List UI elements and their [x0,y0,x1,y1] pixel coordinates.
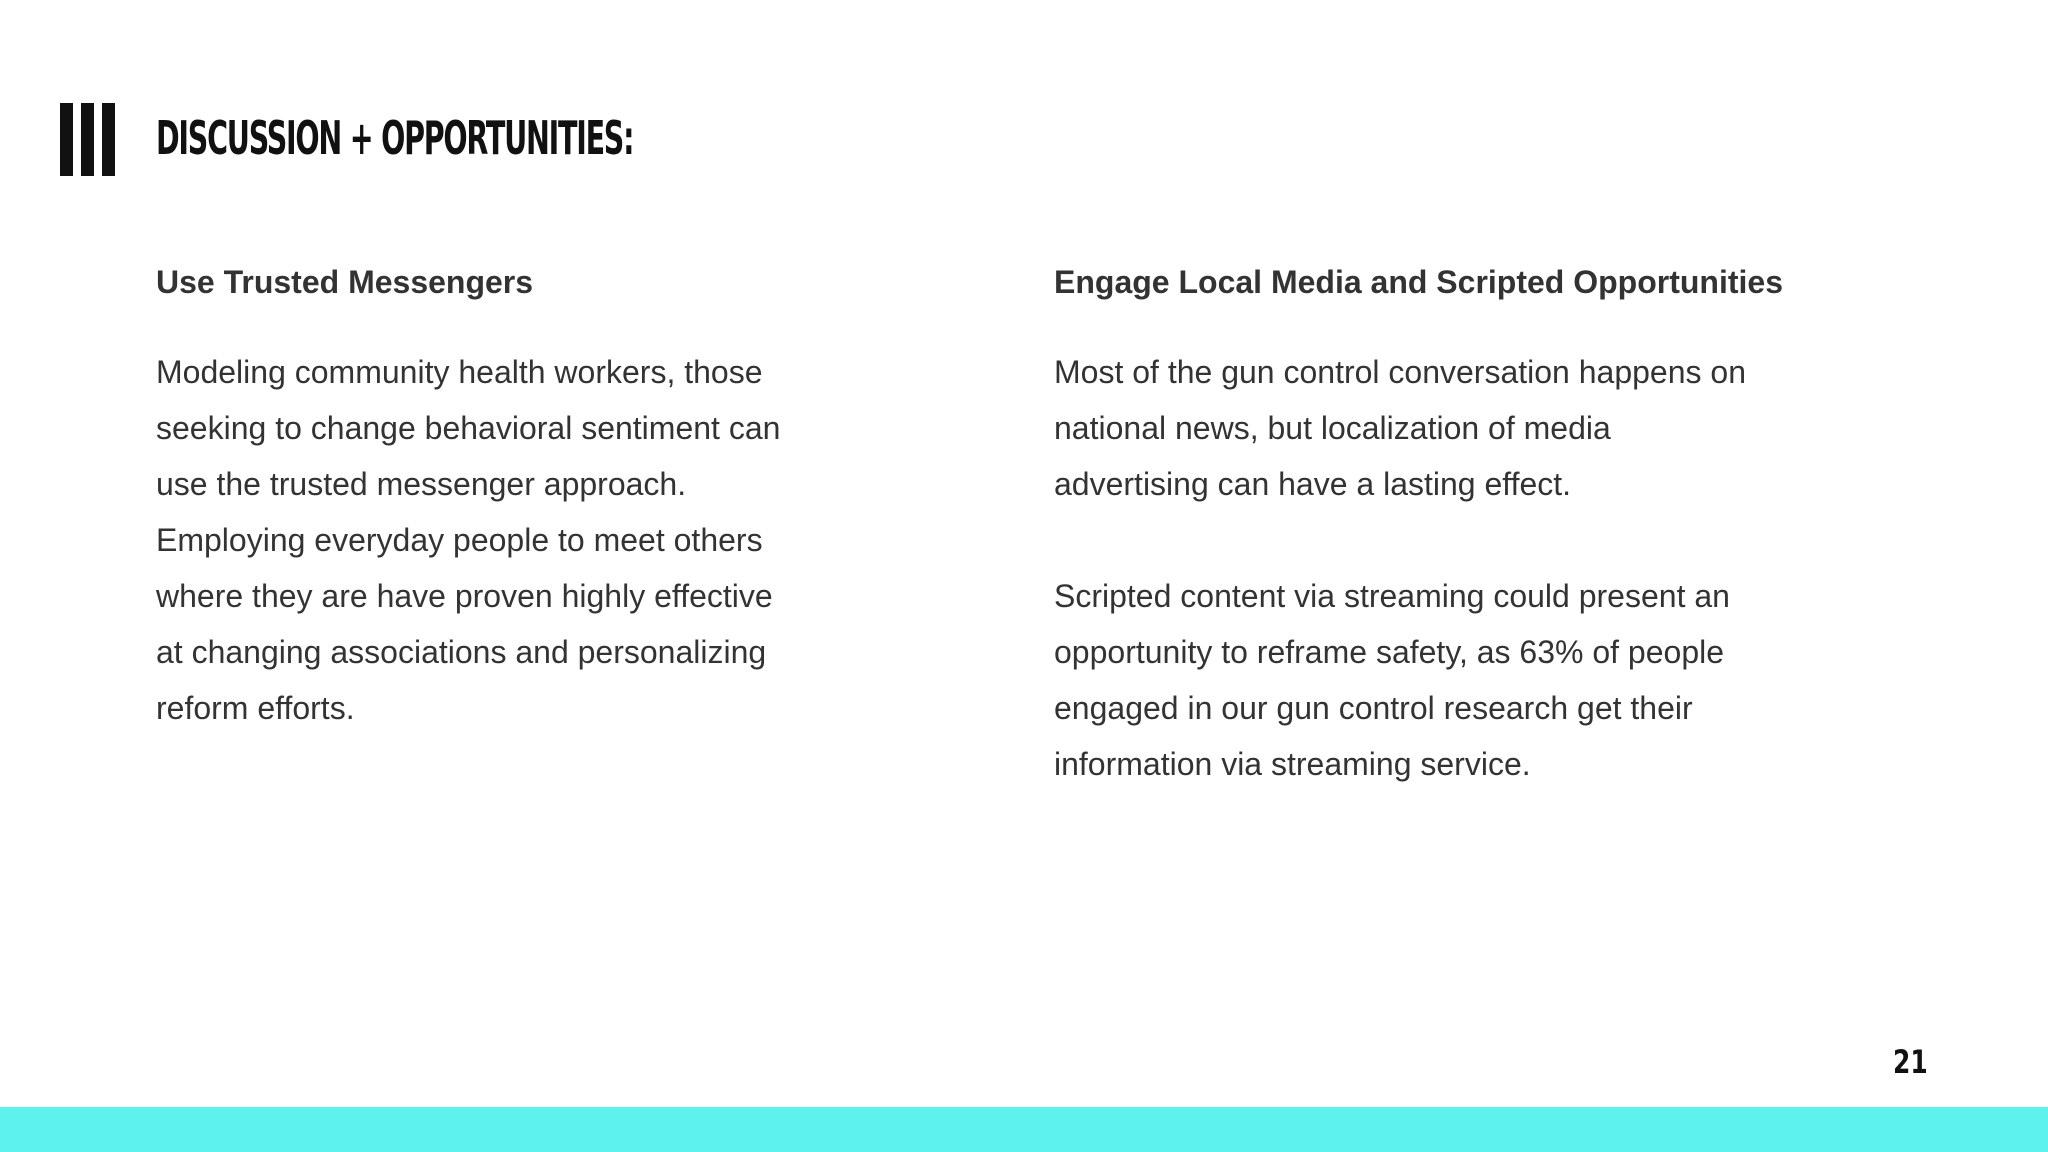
paragraph-line: advertising can have a lasting effect. [1054,466,1572,502]
left-column [156,258,886,736]
paragraph-gap [1054,512,1854,568]
paragraph-line: seeking to change behavioral sentiment can [156,410,781,446]
paragraph-line: Most of the gun control conversation happens on [1054,354,1746,390]
paragraph-line: Modeling community health workers, those [156,354,763,390]
left-column-heading: Use Trusted Messengers [156,264,534,300]
left-column-paragraph [156,344,886,736]
bar-2 [81,103,94,176]
paragraph-line: at changing associations and personalizing [156,634,767,670]
right-column-paragraph-1 [1054,344,1854,512]
paragraph-line: national news, but localization of media [1054,410,1611,446]
paragraph-line: use the trusted messenger approach. [156,466,687,502]
three-vertical-bars-icon [60,103,116,176]
bar-1 [60,103,73,176]
page-number: 21 [1893,1043,1928,1081]
bar-3 [102,103,115,176]
right-column-paragraph-2 [1054,568,1854,792]
footer-accent-bar [0,1107,2048,1152]
slide-title: DISCUSSION + OPPORTUNITIES: [156,111,634,165]
right-column-heading: Engage Local Media and Scripted Opportunities [1054,264,1783,300]
paragraph-line: information via streaming service. [1054,746,1531,782]
paragraph-line: Scripted content via streaming could present an [1054,578,1730,614]
paragraph-line: reform efforts. [156,690,355,726]
paragraph-line: opportunity to reframe safety, as 63% of people [1054,634,1725,670]
paragraph-line: where they are have proven highly effective [156,578,773,614]
paragraph-line: Employing everyday people to meet others [156,522,763,558]
paragraph-line: engaged in our gun control research get their [1054,690,1693,726]
right-column [1054,258,1854,792]
